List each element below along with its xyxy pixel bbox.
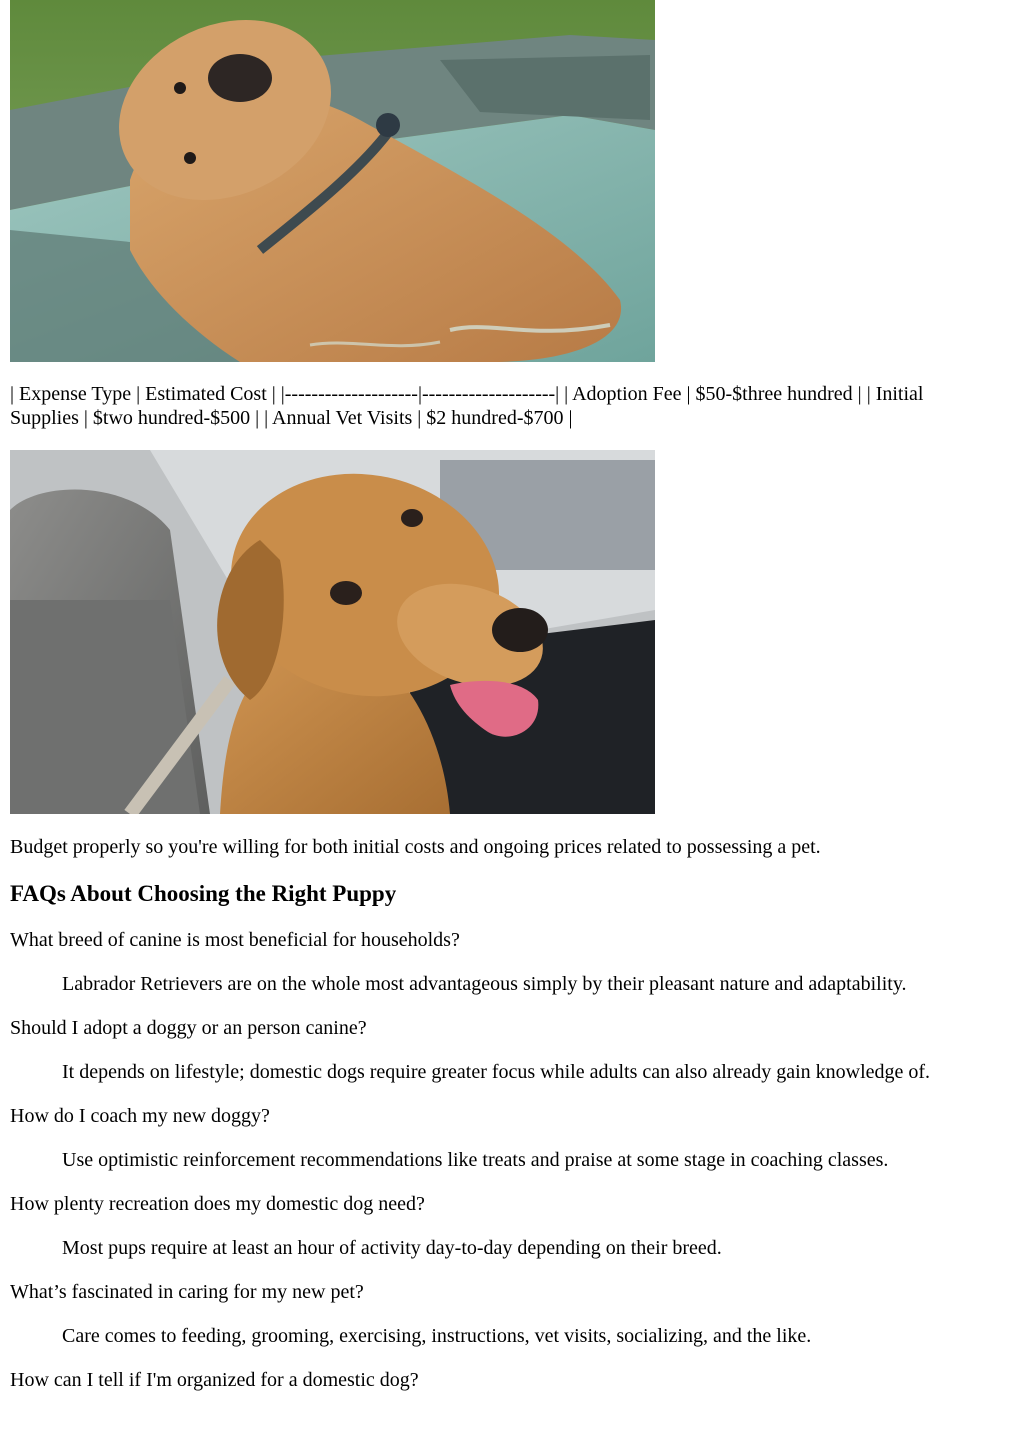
faq-answer: Labrador Retrievers are on the whole most advantageous simply by their pleasant nature and adaptability. (62, 973, 907, 995)
budget-paragraph: Budget properly so you're willing for both initial costs and ongoing prices related to possessing a pet. (10, 836, 821, 858)
faq-list (10, 928, 1014, 1392)
faq-question: How plenty recreation does my domestic dog need? (10, 1193, 425, 1215)
faq-answer: It depends on lifestyle; domestic dogs require greater focus while adults can also already gain knowledge of. (62, 1061, 931, 1083)
dog-in-car-photo (10, 450, 655, 814)
faq-question: What’s fascinated in caring for my new pet? (10, 1281, 364, 1303)
faq-question: How do I coach my new doggy? (10, 1105, 270, 1127)
article-body (10, 0, 1014, 1392)
faq-question: What breed of canine is most beneficial for households? (10, 929, 460, 951)
faq-heading: FAQs About Choosing the Right Puppy (10, 881, 397, 906)
dog-in-pool-photo (10, 0, 655, 362)
faq-answer: Use optimistic reinforcement recommendations like treats and praise at some stage in coaching classes. (62, 1149, 889, 1171)
faq-answer: Care comes to feeding, grooming, exercising, instructions, vet visits, socializing, and the like. (62, 1325, 812, 1347)
faq-question: Should I adopt a doggy or an person canine? (10, 1017, 367, 1039)
faq-question: How can I tell if I'm organized for a domestic dog? (10, 1369, 419, 1391)
faq-answer: Most pups require at least an hour of activity day-to-day depending on their breed. (62, 1237, 722, 1259)
expense-table-text: | Expense Type | Estimated Cost | |--------------------|--------------------| | Adoption Fee | $50-$three hundred | | Initial Supplies | $two hundred-$500 | | Annual Vet Visits | $2 hundred-$700 | (10, 383, 924, 429)
